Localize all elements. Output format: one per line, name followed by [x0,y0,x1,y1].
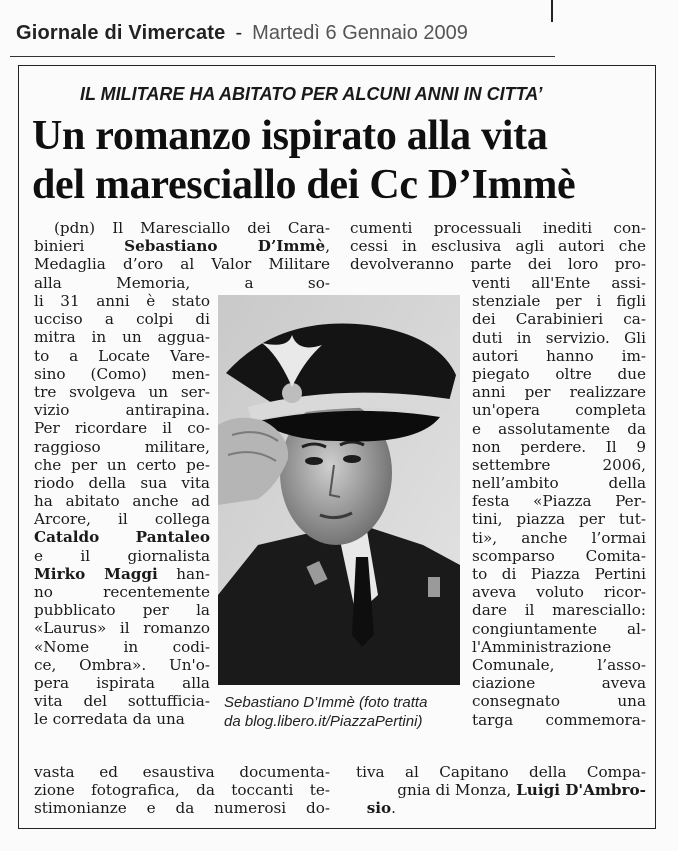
body-line: congiuntamente al- [472,619,646,638]
photo-caption [224,693,464,731]
column-1-narrow [34,292,210,729]
officer-portrait [218,295,460,685]
body-line: non perdere. Il 9 [472,437,646,456]
body-line: cessi in esclusiva agli autori che [350,237,646,256]
body-line: Arcore, il collega [34,510,210,529]
body-line: scomparso Comita- [472,546,646,565]
column-1-bottom [34,763,330,818]
body-line: zione fotografica, da toccanti te- [34,781,330,800]
body-line: vita del sottufficia- [34,692,210,711]
masthead [16,22,468,45]
body-line: duti in servizio. Gli [472,328,646,347]
body-line: le corredata da una [34,710,185,729]
body-line: li 31 anni è stato [34,292,210,310]
issue-date: Martedì 6 Gennaio 2009 [252,22,468,44]
body-line: to a Locate Vare- [34,346,210,365]
body-line: to di Piazza Pertini [472,565,646,583]
body-line: pubblicato per la [34,601,210,620]
caption-line: da blog.libero.it/PiazzaPertini) [224,713,423,730]
headline-line: Un romanzo ispirato alla vita [32,113,548,159]
body-line: tre svolgeva un ser- [34,382,210,401]
body-line: settembre 2006, [472,455,646,474]
body-line: tini, piazza per tut- [472,510,646,529]
body-line: ucciso a colpi di [34,310,210,329]
article-photo [218,295,460,685]
body-line: dare il maresciallo: [472,601,646,620]
body-line: che per un certo pe- [34,455,210,474]
article-headline [32,112,652,210]
body-line: Medaglia d’oro al Valor Militare [34,255,330,274]
body-line: autori hanno im- [472,346,646,365]
body-line: festa «Piazza Per- [472,492,646,511]
body-line: consegnato una [472,692,646,711]
body-line: pera ispirata alla [34,673,210,692]
body-line: raggioso militare, [34,437,210,456]
body-line: l'Amministrazione [472,637,612,656]
masthead-separator: - [235,22,243,44]
body-line: piegato oltre due [472,364,646,383]
newspaper-name: Giornale di Vimercate [16,22,226,44]
body-line: sio. [366,799,396,818]
body-line: ce, Ombra». Un'o- [34,655,210,674]
masthead-rule [10,56,555,57]
body-line: cumenti processuali inediti con- [350,219,646,237]
body-line: aveva voluto ricor- [472,583,646,602]
body-line: ha abitato anche ad [34,492,210,511]
body-line: Mirko Maggi han- [34,564,210,583]
column-2-top [350,219,646,274]
body-line: stimonianze e da numerosi do- [34,799,330,818]
body-line: binieri Sebastiano D’Immè, [34,237,330,256]
column-1-top [34,219,330,292]
body-line: no recentemente [34,583,210,601]
body-line: mitra in un aggua- [34,328,210,347]
body-line: ti», anche l’ormai [472,528,646,547]
body-line: un'opera completa [472,401,646,420]
body-line: sino (Como) men- [34,364,210,383]
body-line: riodo della sua vita [34,473,210,492]
body-line: stenziale per i figli [472,292,646,311]
body-line: «Laurus» il romanzo [34,619,210,638]
body-line: alla Memoria, a so- [34,273,330,292]
body-line: e il giornalista [34,546,210,565]
body-line: Comunale, l’asso- [472,655,646,674]
body-line: nell’ambito della [472,474,646,493]
body-line: tiva al Capitano della Compa- [356,763,646,781]
body-line: gnia di Monza, Luigi D'Ambro- [397,781,646,800]
column-2-narrow [472,274,646,729]
article-kicker: IL MILITARE HA ABITATO PER ALCUNI ANNI IN CITTA’ [80,84,543,104]
body-line: «Nome in codi- [34,637,210,656]
body-line: targa commemora- [472,710,646,729]
body-line: vasta ed esaustiva documenta- [34,763,330,781]
body-line: devolveranno parte dei loro pro- [350,255,646,274]
body-line: venti all'Ente assi- [472,274,646,292]
body-line: Per ricordare il co- [34,419,210,438]
body-line: e assolutamente da [472,419,646,438]
page-edge-mark [551,0,553,22]
column-2-bottom [356,763,646,818]
body-line: anni per realizzare [472,383,646,402]
body-line: vizio antirapina. [34,401,210,420]
body-line: ciazione aveva [472,674,646,693]
body-line: Cataldo Pantaleo [34,528,210,547]
body-line: dei Carabinieri ca- [472,310,646,329]
body-line: (pdn) Il Maresciallo dei Cara- [54,219,330,237]
caption-line: Sebastiano D’Immè (foto tratta [224,694,428,711]
headline-line: del maresciallo dei Cc D’Immè [32,162,576,208]
